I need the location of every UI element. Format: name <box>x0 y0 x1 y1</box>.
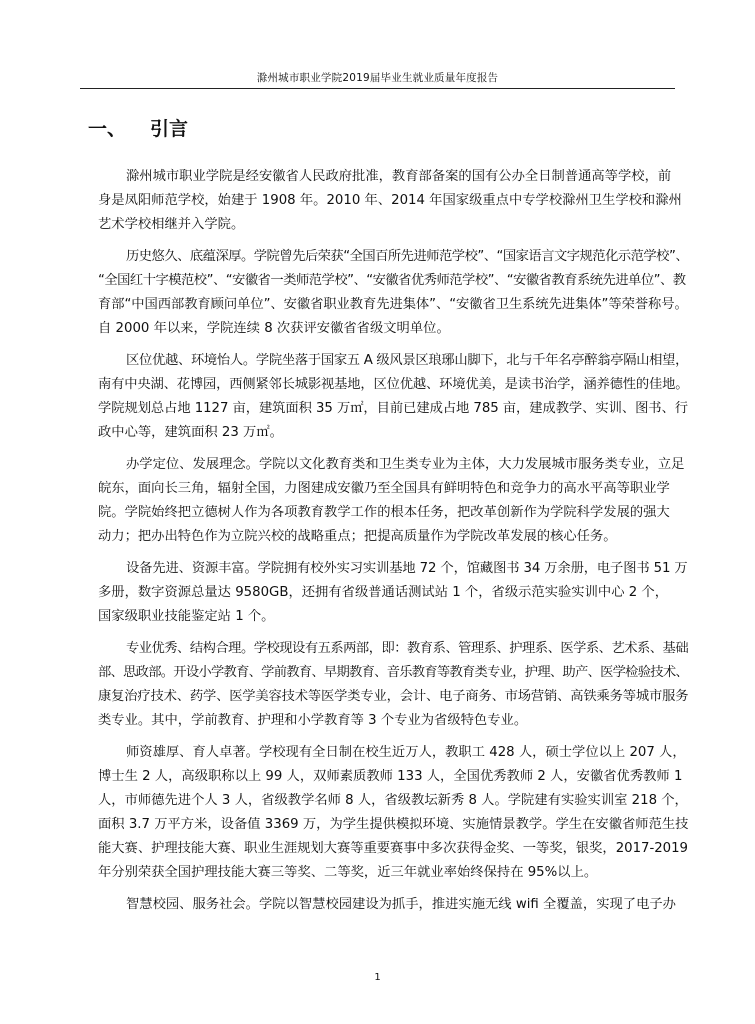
paragraph-line: “全国红十字模范校”、“安徽省一类师范学校”、“安徽省优秀师范学校”、“安徽省教育系统先进单位”、教 <box>98 273 686 288</box>
paragraph <box>98 349 688 445</box>
document-body <box>98 165 688 925</box>
paragraph-line: 学院规划总占地 1127 亩，建筑面积 35 万㎡，目前已建成占地 785 亩，建成教学、实训、图书、行 <box>98 401 688 416</box>
paragraph-line: 智慧校园、服务社会。学院以智慧校园建设为抓手，推进实施无线 wifi 全覆盖，实现了电子办 <box>126 897 676 912</box>
paragraph-line: 院。学院始终把立德树人作为各项教育教学工作的根本任务，把改革创新作为学院科学发展的强大 <box>98 505 670 520</box>
paragraph-line: 面积 3.7 万平方米，设备值 3369 万，为学生提供模拟环境、实施情景教学。学生在安徽省师范生技 <box>98 817 689 832</box>
paragraph-line: 办学定位、发展理念。学院以文化教育类和卫生类专业为主体，大力发展城市服务类专业，立足 <box>126 457 685 472</box>
paragraph-line: 南有中央湖、花博园，西侧紧邻长城影视基地，区位优越、环境优美，是读书治学，涵养德性的佳地。 <box>98 377 689 392</box>
paragraph-line: 皖东，面向长三角，辐射全国，力图建成安徽乃至全国具有鲜明特色和竞争力的高水平高等职业学 <box>98 481 670 496</box>
paragraph-line: 类专业。其中，学前教育、护理和小学教育等 3 个专业为省级特色专业。 <box>98 713 528 728</box>
paragraph-line: 专业优秀、结构合理。学校现设有五系两部，即：教育系、管理系、护理系、医学系、艺术系、基础 <box>125 641 689 656</box>
section-title: 引言 <box>150 118 189 140</box>
paragraph <box>98 893 688 917</box>
paragraph-line: 多册，数字资源总量达 9580GB，还拥有省级普通话测试站 1 个，省级示范实验实训中心 2 个， <box>98 585 669 600</box>
paragraph-line: 能大赛、护理技能大赛、职业生涯规划大赛等重要赛事中多次获得金奖、一等奖，银奖，2017-2019 <box>98 841 688 856</box>
page-number: 1 <box>374 972 381 983</box>
paragraph-line: 区位优越、环境怡人。学院坐落于国家五 A 级风景区琅琊山脚下，北与千年名亭醉翁亭隔山相望， <box>126 353 689 368</box>
paragraph-line: 历史悠久、底蕴深厚。学院曾先后荣获“全国百所先进师范学校”、“国家语言文字规范化示范学校”、 <box>126 249 689 264</box>
paragraph-line: 自 2000 年以来，学院连续 8 次获评安徽省省级文明单位。 <box>98 321 450 336</box>
paragraph-line: 部、思政部。开设小学教育、学前教育、早期教育、音乐教育等教育类专业，护理、助产、医学检验技术、 <box>98 665 688 680</box>
paragraph <box>98 557 688 629</box>
paragraph <box>98 637 688 733</box>
paragraph-line: 育部“中国西部教育顾问单位”、安徽省职业教育先进集体”、“安徽省卫生系统先进集体”等荣誉称号。 <box>98 297 688 312</box>
paragraph <box>98 453 688 549</box>
paragraph-line: 年分别荣获全国护理技能大赛三等奖、二等奖，近三年就业率始终保持在 95%以上。 <box>98 865 598 880</box>
section-heading <box>88 114 188 141</box>
paragraph-line: 博士生 2 人，高级职称以上 99 人，双师素质教师 133 人，全国优秀教师 2 人，安徽省优秀教师 1 <box>98 769 683 784</box>
paragraph-line: 国家级职业技能鉴定站 1 个。 <box>98 609 275 624</box>
paragraph-line: 设备先进、资源丰富。学院拥有校外实习实训基地 72 个，馆藏图书 34 万余册，电子图书 51 万 <box>126 561 688 576</box>
paragraph <box>98 165 688 237</box>
paragraph-line: 人，市师德先进个人 3 人，省级教学名师 8 人，省级教坛新秀 8 人。学院建有实验实训室 218 个， <box>98 793 688 808</box>
paragraph-line: 艺术学校相继并入学院。 <box>98 217 245 232</box>
section-number: 一、 <box>88 118 127 140</box>
paragraph <box>98 245 688 341</box>
paragraph-line: 政中心等，建筑面积 23 万㎡。 <box>98 425 283 440</box>
paragraph-line: 康复治疗技术、药学、医学美容技术等医学类专业，会计、电子商务、市场营销、高铁乘务等城市服务 <box>98 689 689 704</box>
paragraph-line: 滁州城市职业学院是经安徽省人民政府批准，教育部备案的国有公办全日制普通高等学校，前 <box>126 169 672 184</box>
paragraph-line: 动力；把办出特色作为立院兴校的战略重点；把提高质量作为学院改革发展的核心任务。 <box>98 529 617 544</box>
paragraph <box>98 741 688 885</box>
paragraph-line: 师资雄厚、育人卓著。学校现有全日制在校生近万人，教职工 428 人，硕士学位以上 207 人， <box>126 745 686 760</box>
header-divider <box>80 88 675 89</box>
paragraph-line: 身是凤阳师范学校，始建于 1908 年。2010 年、2014 年国家级重点中专学校滁州卫生学校和滁州 <box>98 193 682 208</box>
page-header-title: 滁州城市职业学院2019届毕业生就业质量年度报告 <box>256 72 499 84</box>
